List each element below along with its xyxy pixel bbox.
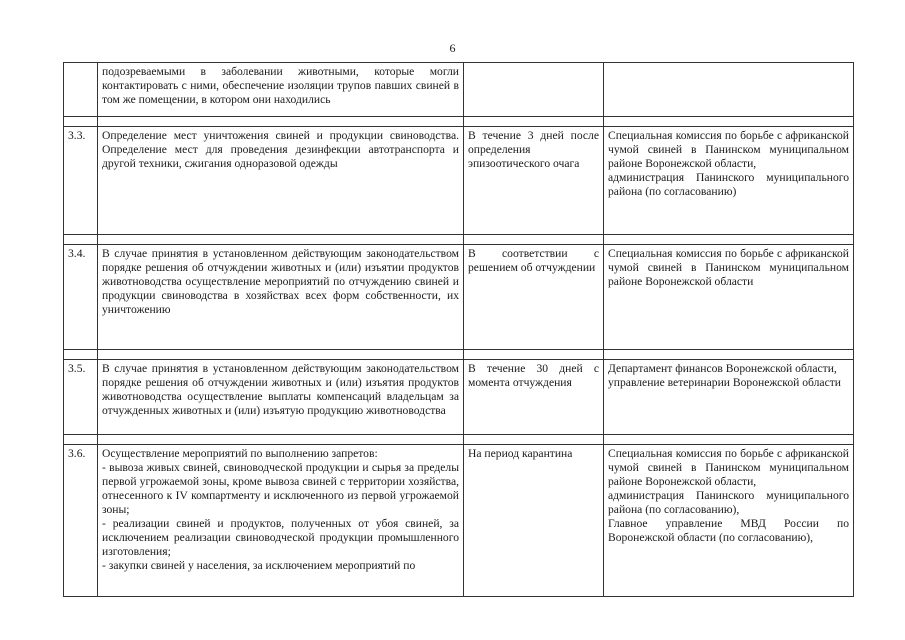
row-number: [64, 63, 98, 117]
page-number: 6: [449, 41, 456, 55]
row-description: В случае принятия в установленном действующим законодательством порядке решения об отчуждении животных и (или) изъятии продуктов животноводства осуществление мероприятий по отчуждению свиней и продукции свиноводства в хозяйствах всех форм собственности, их уничтожению: [98, 245, 464, 350]
row-number: 3.5.: [64, 360, 98, 435]
row-description: подозреваемыми в заболевании животными, которые могли контактировать с ними, обеспечение изоляции трупов павших свиней в том же помещении, в котором они находились: [98, 63, 464, 117]
table-row: [64, 127, 854, 235]
row-responsible: Специальная комиссия по борьбе с африканской чумой свиней в Панинском муниципальном районе Воронежской области, администрация Панинского муниципального района (по согласованию), Главное управление МВД России по Воронежской области (по согласованию),: [604, 445, 854, 597]
row-number: 3.6.: [64, 445, 98, 597]
table-row: [64, 360, 854, 435]
row-description: В случае принятия в установленном действующим законодательством порядке решения об отчуждении животных и (или) изъятия продуктов животноводства осуществление выплаты компенсаций владельцам за отчужденных животных и (или) изъятую продукцию животноводства: [98, 360, 464, 435]
row-term: В течение 3 дней после определения эпизоотического очага: [464, 127, 604, 235]
row-responsible: Департамент финансов Воронежской области, управление ветеринарии Воронежской области: [604, 360, 854, 435]
row-term: В соответствии с решением об отчуждении: [464, 245, 604, 350]
row-description: Осуществление мероприятий по выполнению запретов: - вывоза живых свиней, свиноводческой продукции и сырья за пределы первой угрожаемой зоны, кроме вывоза свиней с территории хозяйства, отнесенного к IV компартменту и исключенного из первой угрожаемой зоны; - реализации свиней и продуктов, полученных от убоя свиней, за исключением реализации свиноводческой продукции промышленного изготовления; - закупки свиней у населения, за исключением мероприятий по: [98, 445, 464, 597]
row-description: Определение мест уничтожения свиней и продукции свиноводства. Определение мест для проведения дезинфекции автотранспорта и другой техники, сжигания одноразовой одежды: [98, 127, 464, 235]
row-responsible: Специальная комиссия по борьбе с африканской чумой свиней в Панинском муниципальном районе Воронежской области: [604, 245, 854, 350]
row-term: На период карантина: [464, 445, 604, 597]
row-number: 3.4.: [64, 245, 98, 350]
row-term: В течение 30 дней с момента отчуждения: [464, 360, 604, 435]
row-spacer: [64, 350, 854, 360]
row-number: 3.3.: [64, 127, 98, 235]
row-term: [464, 63, 604, 117]
row-spacer: [64, 117, 854, 127]
row-responsible: Специальная комиссия по борьбе с африканской чумой свиней в Панинском муниципальном районе Воронежской области, администрация Панинского муниципального района (по согласованию): [604, 127, 854, 235]
row-responsible: [604, 63, 854, 117]
table-row: [64, 63, 854, 117]
table-row: [64, 445, 854, 597]
measures-table: [63, 62, 854, 597]
row-spacer: [64, 435, 854, 445]
table-row: [64, 245, 854, 350]
row-spacer: [64, 235, 854, 245]
